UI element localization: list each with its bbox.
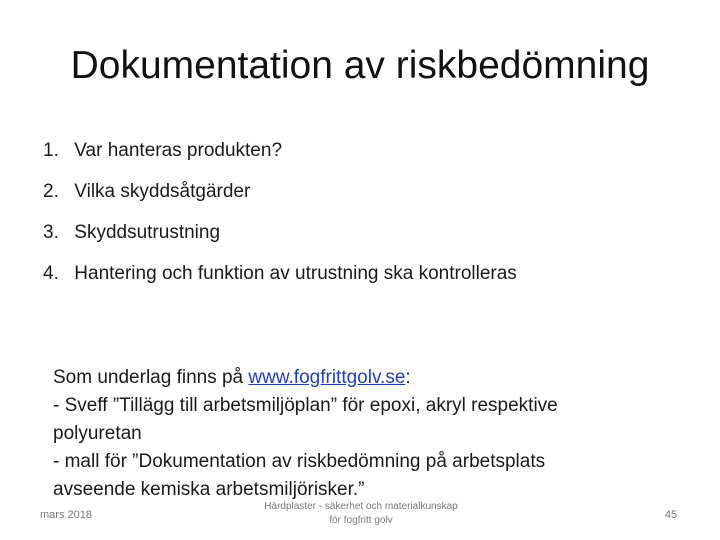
list-item: [43, 134, 517, 175]
list-item-number: 2.: [43, 181, 59, 202]
website-link[interactable]: www.fogfrittgolv.se: [248, 367, 406, 388]
note-line: - mall för ”Dokumentation av riskbedömning på arbetsplats: [53, 451, 546, 472]
reference-note: [53, 364, 673, 504]
footer-date: mars 2018: [40, 509, 92, 521]
list-item: [43, 257, 517, 298]
numbered-list: [43, 134, 517, 298]
note-suffix: :: [405, 367, 411, 388]
list-item-text: Vilka skyddsåtgärder: [74, 181, 251, 202]
slide-title: Dokumentation av riskbedömning: [70, 44, 650, 87]
note-intro-line: [53, 364, 673, 392]
list-item: [43, 175, 517, 216]
list-item-number: 4.: [43, 263, 59, 284]
list-item-text: Hantering och funktion av utrustning ska kontrolleras: [74, 263, 517, 284]
list-item-number: 3.: [43, 222, 59, 243]
note-line: avseende kemiska arbetsmiljörisker.”: [53, 479, 365, 500]
note-line: - Sveff ”Tillägg till arbetsmiljöplan” för epoxi, akryl respektive: [53, 395, 558, 416]
page-number: 45: [664, 509, 678, 521]
footer-title: [226, 500, 496, 528]
note-line: polyuretan: [53, 423, 142, 444]
footer-title-line2: för fogfritt golv: [329, 515, 393, 526]
footer-title-line1: Härdplaster - säkerhet och materialkunskap: [264, 501, 458, 512]
list-item-text: Var hanteras produkten?: [74, 140, 283, 161]
list-item-text: Skyddsutrustning: [74, 222, 221, 243]
note-prefix: Som underlag finns på: [53, 367, 249, 388]
list-item: [43, 216, 517, 257]
list-item-number: 1.: [43, 140, 59, 161]
